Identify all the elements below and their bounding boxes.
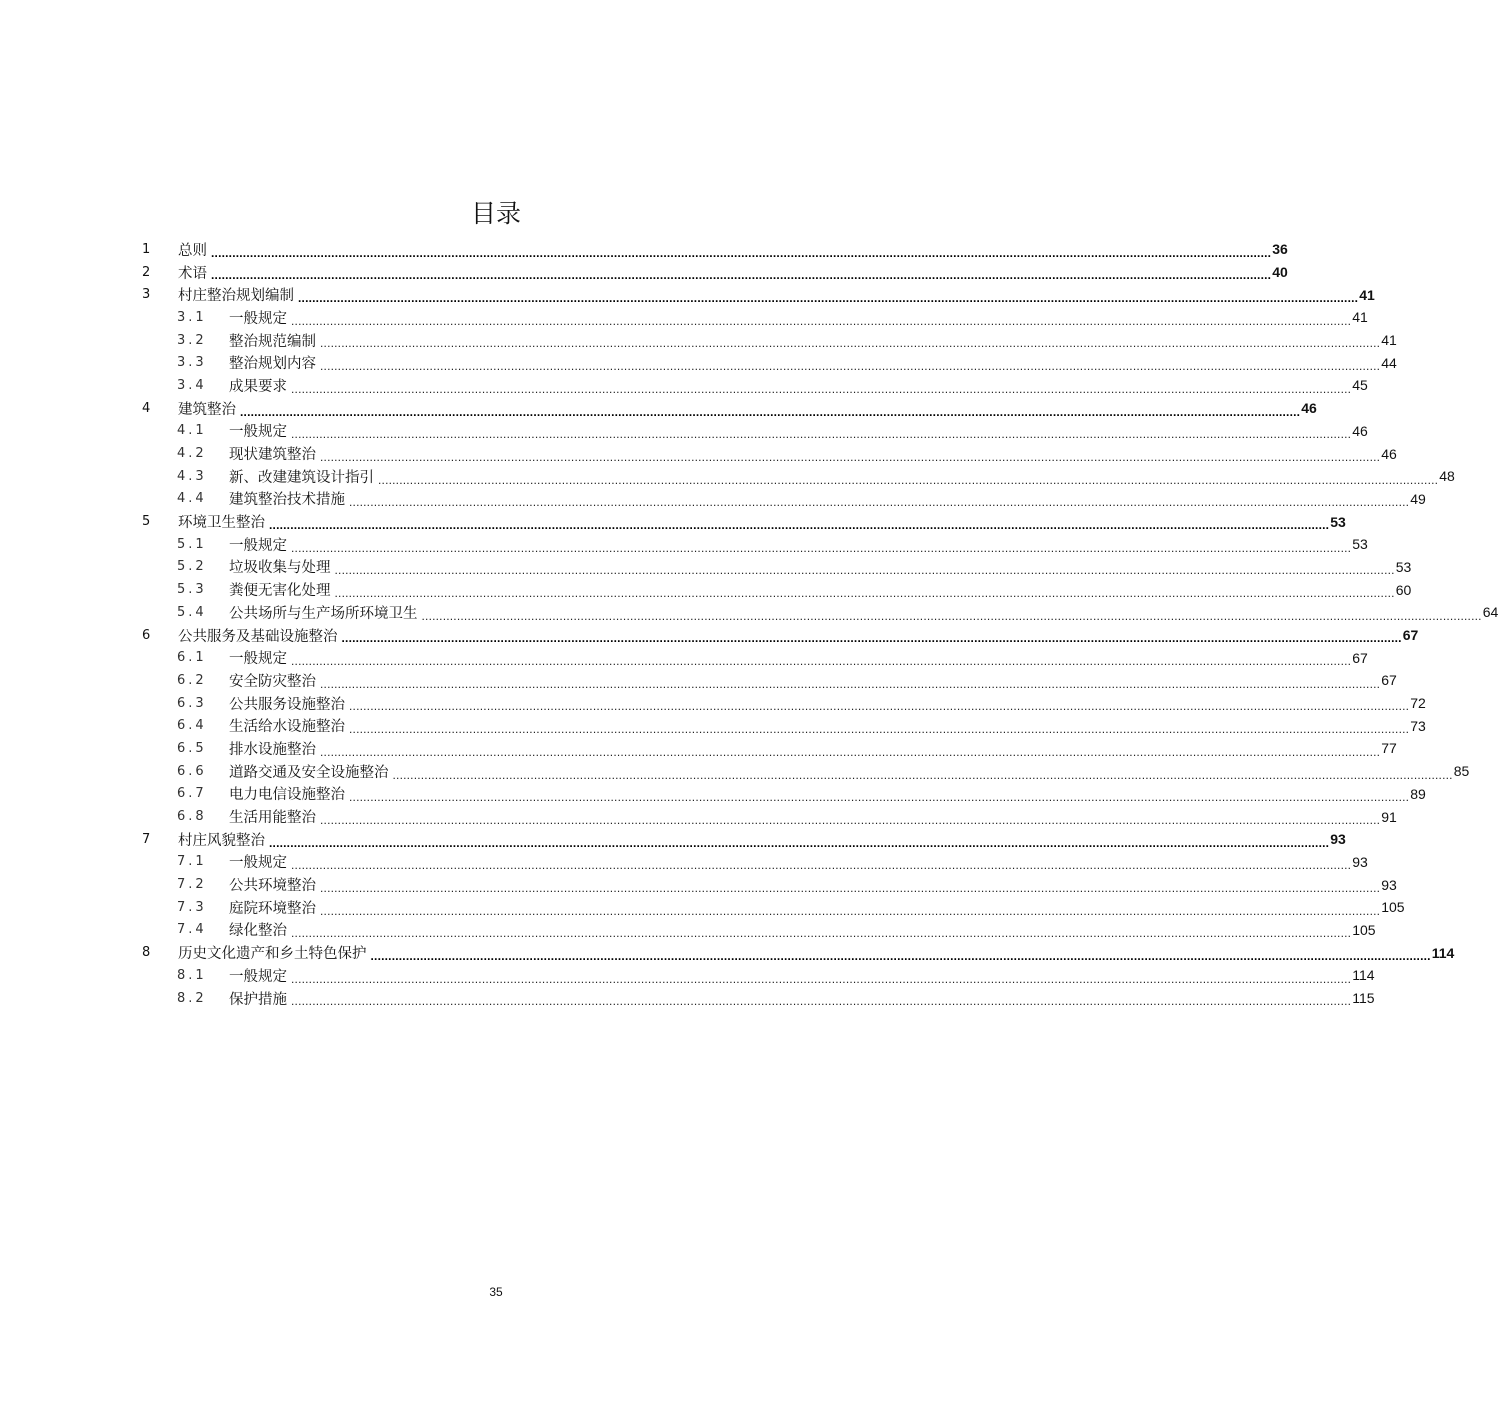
toc-entry-title: 庭院环境整治: [229, 900, 316, 917]
toc-chapter-entry[interactable]: [140, 624, 1419, 647]
toc-entry-body: [229, 533, 1368, 556]
toc-dot-leader: ............................................................................................................................................................................................................................................................................................................: [211, 268, 1272, 283]
toc-entry-title: 公共服务设施整治: [229, 696, 345, 713]
toc-entry-number: 4.3: [177, 468, 207, 484]
toc-dot-leader: ............................................................................................................................................................................................................................................................................................................: [320, 449, 1381, 464]
toc-chapter-entry[interactable]: [140, 510, 1346, 533]
toc-section-entry[interactable]: [140, 601, 1498, 624]
toc-entry-body: [229, 919, 1376, 942]
toc-section-entry[interactable]: [140, 873, 1397, 896]
toc-entry-page-number: 64: [1482, 604, 1498, 621]
toc-dot-leader: ............................................................................................................................................................................................................................................................................................................: [269, 517, 1330, 532]
toc-dot-leader: ............................................................................................................................................................................................................................................................................................................: [349, 495, 1410, 510]
toc-dot-leader: ............................................................................................................................................................................................................................................................................................................: [298, 291, 1359, 306]
toc-dot-leader: ............................................................................................................................................................................................................................................................................................................: [291, 994, 1352, 1009]
toc-entry-title: 安全防灾整治: [229, 673, 316, 690]
toc-entry-number: 5.1: [177, 536, 207, 552]
toc-entry-title: 公共场所与生产场所环境卫生: [229, 605, 418, 622]
toc-entry-title: 粪便无害化处理: [229, 583, 331, 600]
toc-entry-title: 生活用能整治: [229, 810, 316, 827]
toc-section-entry[interactable]: [140, 442, 1397, 465]
toc-entry-body: [178, 261, 1288, 284]
toc-section-entry[interactable]: [140, 646, 1368, 669]
toc-section-entry[interactable]: [140, 896, 1405, 919]
toc-entry-body: [229, 488, 1426, 511]
toc-dot-leader: ............................................................................................................................................................................................................................................................................................................: [320, 676, 1381, 691]
toc-section-entry[interactable]: [140, 851, 1368, 874]
toc-dot-leader: ............................................................................................................................................................................................................................................................................................................: [291, 654, 1352, 669]
toc-entry-page-number: 72: [1410, 695, 1426, 712]
toc-entry-page-number: 115: [1352, 990, 1375, 1007]
toc-dot-leader: ............................................................................................................................................................................................................................................................................................................: [320, 359, 1381, 374]
toc-dot-leader: ............................................................................................................................................................................................................................................................................................................: [378, 472, 1439, 487]
toc-entry-page-number: 53: [1352, 536, 1368, 553]
toc-entry-page-number: 40: [1272, 264, 1288, 281]
toc-entry-body: [229, 374, 1368, 397]
toc-entry-body: [229, 873, 1397, 896]
toc-dot-leader: ............................................................................................................................................................................................................................................................................................................: [211, 245, 1272, 260]
toc-entry-body: [229, 646, 1368, 669]
toc-entry-body: [229, 760, 1470, 783]
toc-entry-body: [229, 896, 1405, 919]
toc-entry-title: 电力电信设施整治: [229, 787, 345, 804]
toc-entry-title: 保护措施: [229, 991, 287, 1008]
toc-entry-body: [178, 238, 1288, 261]
toc-entry-page-number: 89: [1410, 785, 1426, 802]
toc-entry-title: 一般规定: [229, 651, 287, 668]
toc-entry-page-number: 41: [1359, 286, 1375, 303]
toc-dot-leader: ............................................................................................................................................................................................................................................................................................................: [320, 880, 1381, 895]
toc-entry-body: [229, 669, 1397, 692]
toc-entry-number: 6.8: [177, 809, 207, 825]
toc-entry-body: [229, 442, 1397, 465]
toc-entry-title: 整治规划内容: [229, 356, 316, 373]
toc-entry-page-number: 114: [1352, 967, 1375, 984]
toc-entry-page-number: 46: [1381, 445, 1397, 462]
toc-entry-page-number: 44: [1381, 354, 1397, 371]
toc-section-entry[interactable]: [140, 374, 1368, 397]
toc-dot-leader: ............................................................................................................................................................................................................................................................................................................: [291, 381, 1352, 396]
toc-entry-number: 6.2: [177, 672, 207, 688]
toc-entry-title: 总则: [178, 242, 207, 259]
toc-entry-page-number: 36: [1272, 241, 1288, 258]
toc-entry-body: [229, 783, 1426, 806]
toc-entry-number: 5.3: [177, 582, 207, 598]
toc-entry-number: 4.1: [177, 423, 207, 439]
toc-entry-number: 2: [142, 264, 151, 280]
toc-entry-title: 道路交通及安全设施整治: [229, 764, 389, 781]
toc-dot-leader: ............................................................................................................................................................................................................................................................................................................: [291, 858, 1352, 873]
toc-section-entry[interactable]: [140, 578, 1412, 601]
toc-entry-number: 7.3: [177, 899, 207, 915]
toc-chapter-entry[interactable]: [140, 828, 1346, 851]
toc-entry-number: 6: [142, 627, 151, 643]
toc-entry-number: 3.2: [177, 332, 207, 348]
toc-entry-body: [229, 329, 1397, 352]
toc-entry-number: 8.2: [177, 990, 207, 1006]
toc-section-entry[interactable]: [140, 488, 1426, 511]
toc-entry-body: [229, 714, 1426, 737]
toc-entry-body: [229, 737, 1397, 760]
toc-section-entry[interactable]: [140, 533, 1368, 556]
toc-section-entry[interactable]: [140, 556, 1412, 579]
toc-entry-number: 6.1: [177, 650, 207, 666]
toc-entry-number: 8: [142, 945, 151, 961]
toc-entry-page-number: 85: [1453, 763, 1470, 780]
toc-entry-number: 1: [142, 241, 151, 257]
toc-entry-page-number: 77: [1381, 740, 1397, 757]
toc-chapter-entry[interactable]: [140, 261, 1288, 284]
toc-entry-title: 一般规定: [229, 855, 287, 872]
toc-dot-leader: ............................................................................................................................................................................................................................................................................................................: [421, 608, 1482, 623]
toc-entry-body: [229, 601, 1498, 624]
toc-entry-body: [229, 692, 1426, 715]
toc-dot-leader: ............................................................................................................................................................................................................................................................................................................: [320, 336, 1381, 351]
toc-entry-body: [178, 828, 1346, 851]
toc-entry-body: [229, 465, 1455, 488]
toc-entry-page-number: 60: [1395, 581, 1412, 598]
toc-dot-leader: ............................................................................................................................................................................................................................................................................................................: [334, 563, 1395, 578]
toc-entry-number: 6.5: [177, 740, 207, 756]
toc-entry-number: 8.1: [177, 967, 207, 983]
toc-section-entry[interactable]: [140, 987, 1375, 1010]
toc-section-entry[interactable]: [140, 919, 1376, 942]
toc-section-entry[interactable]: [140, 465, 1455, 488]
toc-dot-leader: ............................................................................................................................................................................................................................................................................................................: [392, 767, 1453, 782]
toc-entry-body: [229, 420, 1368, 443]
toc-dot-leader: ............................................................................................................................................................................................................................................................................................................: [291, 926, 1352, 941]
toc-entry-number: 3.4: [177, 377, 207, 393]
toc-entry-number: 5: [142, 514, 151, 530]
toc-entry-title: 成果要求: [229, 378, 287, 395]
toc-entry-number: 7.4: [177, 922, 207, 938]
toc-entry-number: 3.1: [177, 309, 207, 325]
toc-section-entry[interactable]: [140, 714, 1426, 737]
toc-entry-body: [178, 283, 1375, 306]
toc-dot-leader: ............................................................................................................................................................................................................................................................................................................: [341, 631, 1402, 646]
toc-entry-title: 建筑整治技术措施: [229, 492, 345, 509]
toc-entry-title: 一般规定: [229, 424, 287, 441]
toc-entry-number: 6.4: [177, 718, 207, 734]
toc-chapter-entry[interactable]: [140, 238, 1288, 261]
toc-dot-leader: ............................................................................................................................................................................................................................................................................................................: [370, 949, 1431, 963]
toc-entry-page-number: 48: [1439, 468, 1455, 485]
toc-section-entry[interactable]: [140, 329, 1397, 352]
toc-entry-title: 绿化整治: [229, 923, 287, 940]
toc-dot-leader: ............................................................................................................................................................................................................................................................................................................: [349, 699, 1410, 714]
toc-entry-body: [229, 851, 1368, 874]
toc-dot-leader: ............................................................................................................................................................................................................................................................................................................: [334, 586, 1395, 600]
page-number: 35: [489, 1285, 503, 1299]
toc-entry-title: 现状建筑整治: [229, 447, 316, 464]
table-of-contents: [140, 238, 1498, 1009]
toc-section-entry[interactable]: [140, 783, 1426, 806]
toc-entry-body: [229, 964, 1375, 987]
toc-entry-number: 5.2: [177, 559, 207, 575]
toc-entry-number: 5.4: [177, 604, 207, 620]
toc-entry-number: 3.3: [177, 355, 207, 371]
toc-entry-page-number: 53: [1330, 513, 1346, 530]
toc-section-entry[interactable]: [140, 805, 1397, 828]
toc-dot-leader: ............................................................................................................................................................................................................................................................................................................: [349, 790, 1410, 805]
toc-section-entry[interactable]: [140, 669, 1397, 692]
toc-entry-page-number: 67: [1402, 627, 1419, 644]
toc-entry-page-number: 46: [1352, 422, 1368, 439]
toc-chapter-entry[interactable]: [140, 283, 1375, 306]
page-title: 目录: [470, 199, 521, 228]
toc-entry-title: 排水设施整治: [229, 741, 316, 758]
toc-entry-page-number: 67: [1381, 672, 1397, 689]
toc-entry-body: [178, 941, 1455, 964]
toc-entry-title: 公共服务及基础设施整治: [178, 628, 338, 645]
toc-section-entry[interactable]: [140, 964, 1375, 987]
toc-entry-body: [229, 987, 1375, 1010]
toc-entry-page-number: 73: [1410, 717, 1426, 734]
toc-entry-number: 7.1: [177, 854, 207, 870]
toc-entry-number: 4.2: [177, 446, 207, 462]
toc-entry-page-number: 93: [1330, 831, 1346, 848]
toc-entry-page-number: 67: [1352, 649, 1368, 666]
toc-entry-body: [229, 578, 1412, 601]
toc-entry-page-number: 49: [1410, 490, 1426, 507]
toc-entry-number: 7.2: [177, 877, 207, 893]
toc-section-entry[interactable]: [140, 351, 1397, 374]
toc-dot-leader: ............................................................................................................................................................................................................................................................................................................: [291, 313, 1352, 328]
toc-entry-page-number: 41: [1381, 332, 1397, 349]
toc-dot-leader: ............................................................................................................................................................................................................................................................................................................: [291, 971, 1352, 986]
toc-entry-title: 术语: [178, 265, 207, 282]
toc-entry-body: [178, 624, 1419, 647]
toc-entry-body: [229, 306, 1368, 329]
toc-section-entry[interactable]: [140, 420, 1368, 443]
toc-entry-title: 建筑整治: [178, 401, 236, 418]
toc-entry-number: 6.7: [177, 786, 207, 802]
toc-entry-page-number: 46: [1301, 400, 1317, 417]
toc-entry-page-number: 41: [1352, 309, 1368, 326]
toc-entry-number: 6.3: [177, 695, 207, 711]
toc-entry-title: 一般规定: [229, 537, 287, 554]
toc-entry-title: 一般规定: [229, 310, 287, 327]
toc-dot-leader: ............................................................................................................................................................................................................................................................................................................: [269, 835, 1330, 850]
toc-entry-page-number: 105: [1352, 921, 1376, 938]
toc-entry-title: 一般规定: [229, 968, 287, 985]
toc-section-entry[interactable]: [140, 692, 1426, 715]
toc-dot-leader: ............................................................................................................................................................................................................................................................................................................: [291, 427, 1352, 442]
toc-entry-number: 7: [142, 831, 151, 847]
toc-dot-leader: ............................................................................................................................................................................................................................................................................................................: [240, 404, 1301, 419]
toc-chapter-entry[interactable]: [140, 397, 1317, 420]
toc-entry-title: 生活给水设施整治: [229, 719, 345, 736]
toc-entry-body: [178, 397, 1317, 420]
toc-chapter-entry[interactable]: [140, 941, 1455, 964]
toc-entry-title: 历史文化遗产和乡土特色保护: [178, 946, 367, 963]
toc-entry-number: 4: [142, 400, 151, 416]
toc-entry-page-number: 45: [1352, 377, 1368, 394]
toc-dot-leader: ............................................................................................................................................................................................................................................................................................................: [320, 812, 1381, 827]
toc-entry-page-number: 105: [1381, 899, 1405, 916]
toc-entry-title: 村庄风貌整治: [178, 832, 265, 849]
toc-entry-page-number: 91: [1381, 808, 1397, 825]
toc-entry-number: 4.4: [177, 491, 207, 507]
toc-entry-number: 6.6: [177, 763, 207, 779]
toc-entry-title: 新、改建建筑设计指引: [229, 469, 374, 486]
toc-entry-title: 垃圾收集与处理: [229, 560, 331, 577]
toc-entry-title: 公共环境整治: [229, 878, 316, 895]
toc-section-entry[interactable]: [140, 306, 1368, 329]
toc-entry-body: [178, 510, 1346, 533]
toc-entry-body: [229, 805, 1397, 828]
toc-entry-page-number: 93: [1352, 853, 1368, 870]
toc-dot-leader: ............................................................................................................................................................................................................................................................................................................: [320, 903, 1381, 918]
toc-entry-page-number: 114: [1431, 944, 1455, 961]
toc-section-entry[interactable]: [140, 760, 1470, 783]
toc-section-entry[interactable]: [140, 737, 1397, 760]
toc-entry-page-number: 93: [1381, 876, 1397, 893]
toc-entry-page-number: 53: [1395, 558, 1412, 575]
toc-entry-title: 村庄整治规划编制: [178, 288, 294, 305]
toc-entry-body: [229, 556, 1412, 579]
toc-entry-body: [229, 351, 1397, 374]
toc-dot-leader: ............................................................................................................................................................................................................................................................................................................: [291, 540, 1352, 555]
toc-entry-number: 3: [142, 287, 151, 303]
toc-dot-leader: ............................................................................................................................................................................................................................................................................................................: [349, 722, 1410, 737]
toc-dot-leader: ............................................................................................................................................................................................................................................................................................................: [320, 744, 1381, 759]
toc-entry-title: 整治规范编制: [229, 333, 316, 350]
toc-entry-title: 环境卫生整治: [178, 515, 265, 532]
